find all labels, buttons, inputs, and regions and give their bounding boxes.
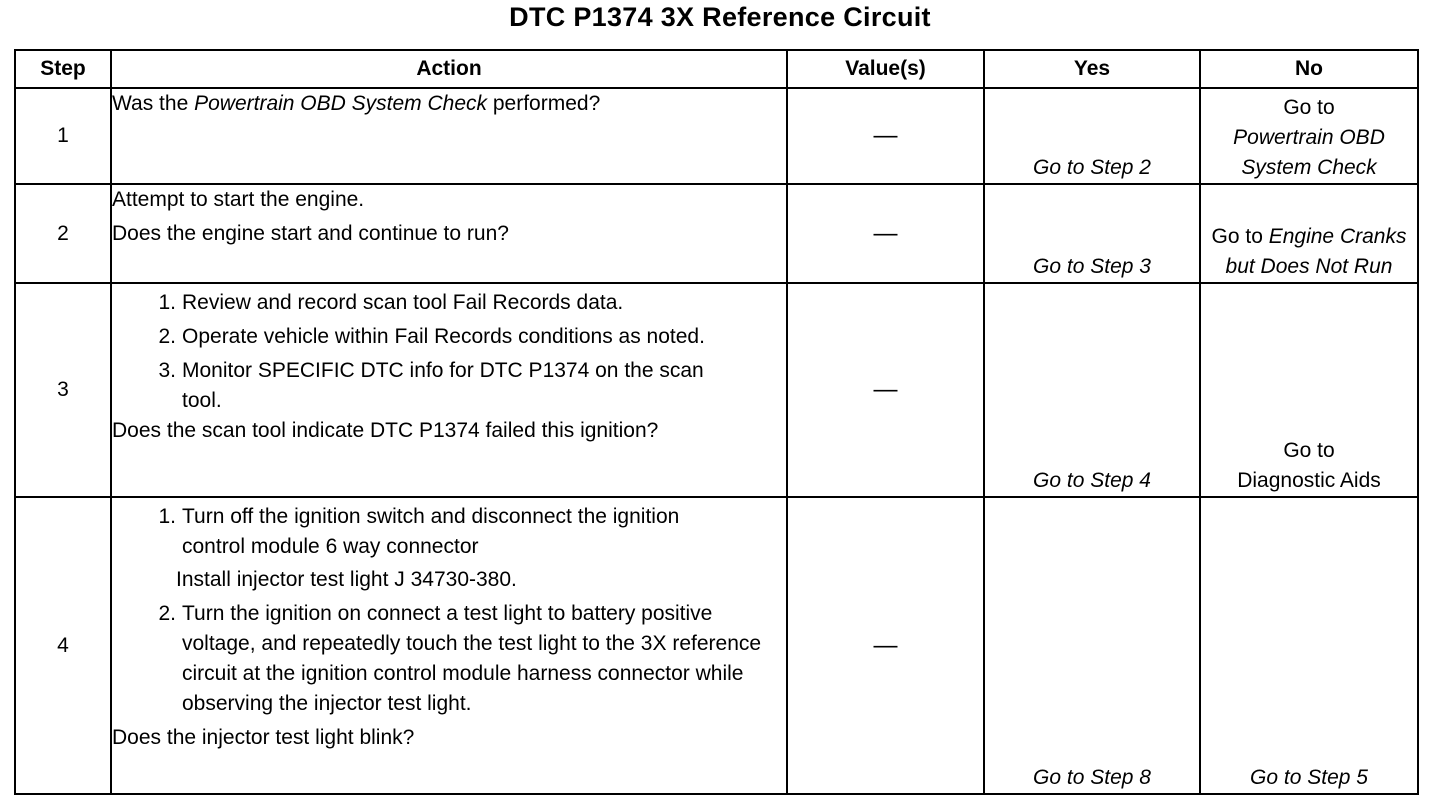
yes-cell: Go to Step 8 [984, 497, 1200, 794]
action-steps-list [112, 288, 786, 416]
value-cell: — [787, 283, 984, 497]
value-cell: — [787, 497, 984, 794]
value-cell: — [787, 88, 984, 184]
action-question: Does the engine start and continue to run? [112, 222, 509, 245]
header-step: Step [15, 50, 111, 88]
table-row-step-4 [15, 497, 1418, 794]
list-item: 1. Turn off the ignition switch and disconnect the ignition control module 6 way connector [158, 505, 680, 558]
page-title: DTC P1374 3X Reference Circuit [509, 2, 931, 32]
no-text: Go to [1283, 96, 1335, 119]
action-question: Does the scan tool indicate DTC P1374 failed this ignition? [112, 419, 659, 442]
no-cell [1200, 184, 1418, 283]
list-item: 3. Monitor SPECIFIC DTC info for DTC P1374 on the scan tool. [158, 359, 704, 412]
yes-cell: Go to Step 3 [984, 184, 1200, 283]
step-number: 2 [15, 184, 111, 283]
step-number: 3 [15, 283, 111, 497]
action-text: performed? [487, 92, 601, 115]
step-number: 1 [15, 88, 111, 184]
no-reference: Powertrain OBD System Check [1233, 126, 1385, 179]
table-row-step-3 [15, 283, 1418, 497]
action-substep: Install injector test light J 34730-380. [176, 568, 517, 591]
action-question: Does the injector test light blink? [112, 726, 415, 749]
value-cell: — [787, 184, 984, 283]
no-text: Go to [1283, 439, 1335, 462]
diagnostic-table [14, 49, 1419, 795]
table-row-step-2 [15, 184, 1418, 283]
action-link-text: Powertrain OBD System Check [194, 92, 488, 115]
action-cell [111, 184, 787, 283]
header-yes: Yes [984, 50, 1200, 88]
yes-cell: Go to Step 4 [984, 283, 1200, 497]
action-text: Attempt to start the engine. [112, 188, 365, 211]
action-cell [111, 283, 787, 497]
action-steps-list [112, 502, 786, 562]
step-number: 4 [15, 497, 111, 794]
header-values: Value(s) [787, 50, 984, 88]
header-action: Action [111, 50, 787, 88]
action-cell [111, 88, 787, 184]
list-item: 2. Turn the ignition on connect a test light to battery positive voltage, and repeatedly touch the test light to the 3X reference circuit at the ignition control module harness connector while observing the injector test light. [158, 602, 762, 715]
no-reference: Engine Cranks but Does Not Run [1225, 225, 1407, 278]
action-steps-list [112, 599, 786, 719]
table-row-step-1 [15, 88, 1418, 184]
action-text: Was the [112, 92, 195, 115]
no-cell: Go to Step 5 [1200, 497, 1418, 794]
header-row [15, 50, 1418, 88]
no-cell [1200, 283, 1418, 497]
no-reference: Diagnostic Aids [1237, 469, 1381, 492]
yes-cell: Go to Step 2 [984, 88, 1200, 184]
no-cell [1200, 88, 1418, 184]
header-no: No [1200, 50, 1418, 88]
list-item: 1. Review and record scan tool Fail Records data. [158, 291, 624, 314]
action-cell [111, 497, 787, 794]
no-text: Go to [1211, 225, 1269, 248]
list-item: 2. Operate vehicle within Fail Records conditions as noted. [158, 325, 705, 348]
